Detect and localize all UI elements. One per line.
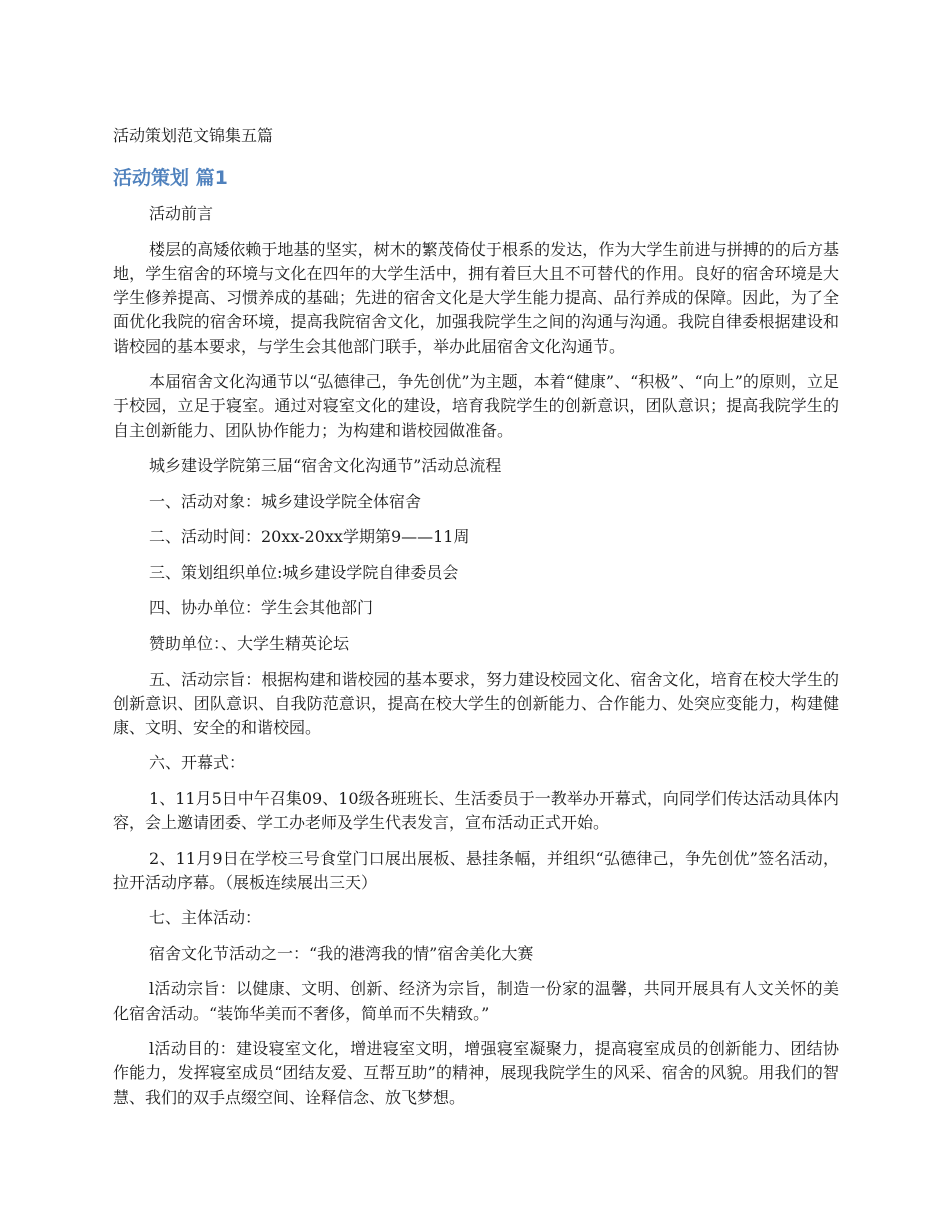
paragraph-preface: 活动前言 xyxy=(149,204,214,223)
paragraph-activity-one: 宿舍文化节活动之一：“我的港湾我的情”宿舍美化大赛 xyxy=(149,943,534,963)
paragraph-organizer: 三、策划组织单位:城乡建设学院自律委员会 xyxy=(149,562,459,582)
paragraph-co-organizer: 四、协办单位：学生会其他部门 xyxy=(149,598,374,618)
paragraph-opening-item-1: 1、11月5日中午召集09、10级各班班长、生活委员于一教举办开幕式，向同学们传达活动具体内容，会上邀请团委、学工办老师及学生代表发言，宣布活动正式开始。 xyxy=(113,789,839,833)
paragraph-time: 二、活动时间：20xx-20xx学期第9——11周 xyxy=(149,527,470,547)
document-title: 活动策划范文锦集五篇 xyxy=(113,126,274,145)
paragraph-flow-title: 城乡建设学院第三届“宿舍文化沟通节”活动总流程 xyxy=(149,455,502,475)
paragraph-theme: 本届宿舍文化沟通节以“弘德律己，争先创优”为主题，本着“健康”、“积极”、“向上”的原则，立足于校园，立足于寝室。通过对寝室文化的建设，培育我院学生的创新意识，团队意识；提高我院学生的自主创新能力、团队协作能力；为构建和谐校园做准备。 xyxy=(113,372,839,440)
paragraph-purpose: 五、活动宗旨：根据构建和谐校园的基本要求，努力建设校园文化、宿舍文化，培育在校大学生的创新意识、团队意识、自我防范意识，提高在校大学生的创新能力、合作能力、处突应变能力，构建健康、文明、安全的和谐校园。 xyxy=(113,669,839,738)
paragraph-activity-purpose: l活动宗旨：以健康、文明、创新、经济为宗旨，制造一份家的温馨，共同开展具有人文关怀的美化宿舍活动。“装饰华美而不奢侈，简单而不失精致。” xyxy=(113,979,839,1023)
section-heading: 活动策划 篇1 xyxy=(113,167,228,189)
paragraph-opening-item-2: 2、11月9日在学校三号食堂门口展出展板、悬挂条幅，并组织“弘德律己，争先创优”签名活动，拉开活动序幕。（展板连续展出三天） xyxy=(113,848,839,892)
paragraph-sponsor: 赞助单位：、大学生精英论坛 xyxy=(149,633,350,653)
document-body xyxy=(113,202,839,1121)
paragraph-main-activities: 七、主体活动： xyxy=(149,908,262,928)
paragraph-activity-goal: l活动目的：建设寝室文化，增进寝室文明，增强寝室凝聚力，提高寝室成员的创新能力、团结协作能力，发挥寝室成员“团结友爱、互帮互助”的精神，展现我院学生的风采、宿舍的风貌。用我们的智慧、我们的双手点缀空间、诠释信念、放飞梦想。 xyxy=(113,1038,839,1107)
paragraph-target: 一、活动对象：城乡建设学院全体宿舍 xyxy=(149,491,422,511)
paragraph-intro: 楼层的高矮依赖于地基的坚实，树木的繁茂倚仗于根系的发达，作为大学生前进与拼搏的的后方基地，学生宿舍的环境与文化在四年的大学生活中，拥有着巨大且不可替代的作用。良好的宿舍环境是大学生修养提高、习惯养成的基础；先进的宿舍文化是大学生能力提高、品行养成的保障。因此，为了全面优化我院的宿舍环境，提高我院宿舍文化，加强我院学生之间的沟通与沟通。我院自律委根据建设和谐校园的基本要求，与学生会其他部门联手，举办此届宿舍文化沟通节。 xyxy=(113,239,839,356)
paragraph-opening: 六、开幕式： xyxy=(149,753,246,773)
